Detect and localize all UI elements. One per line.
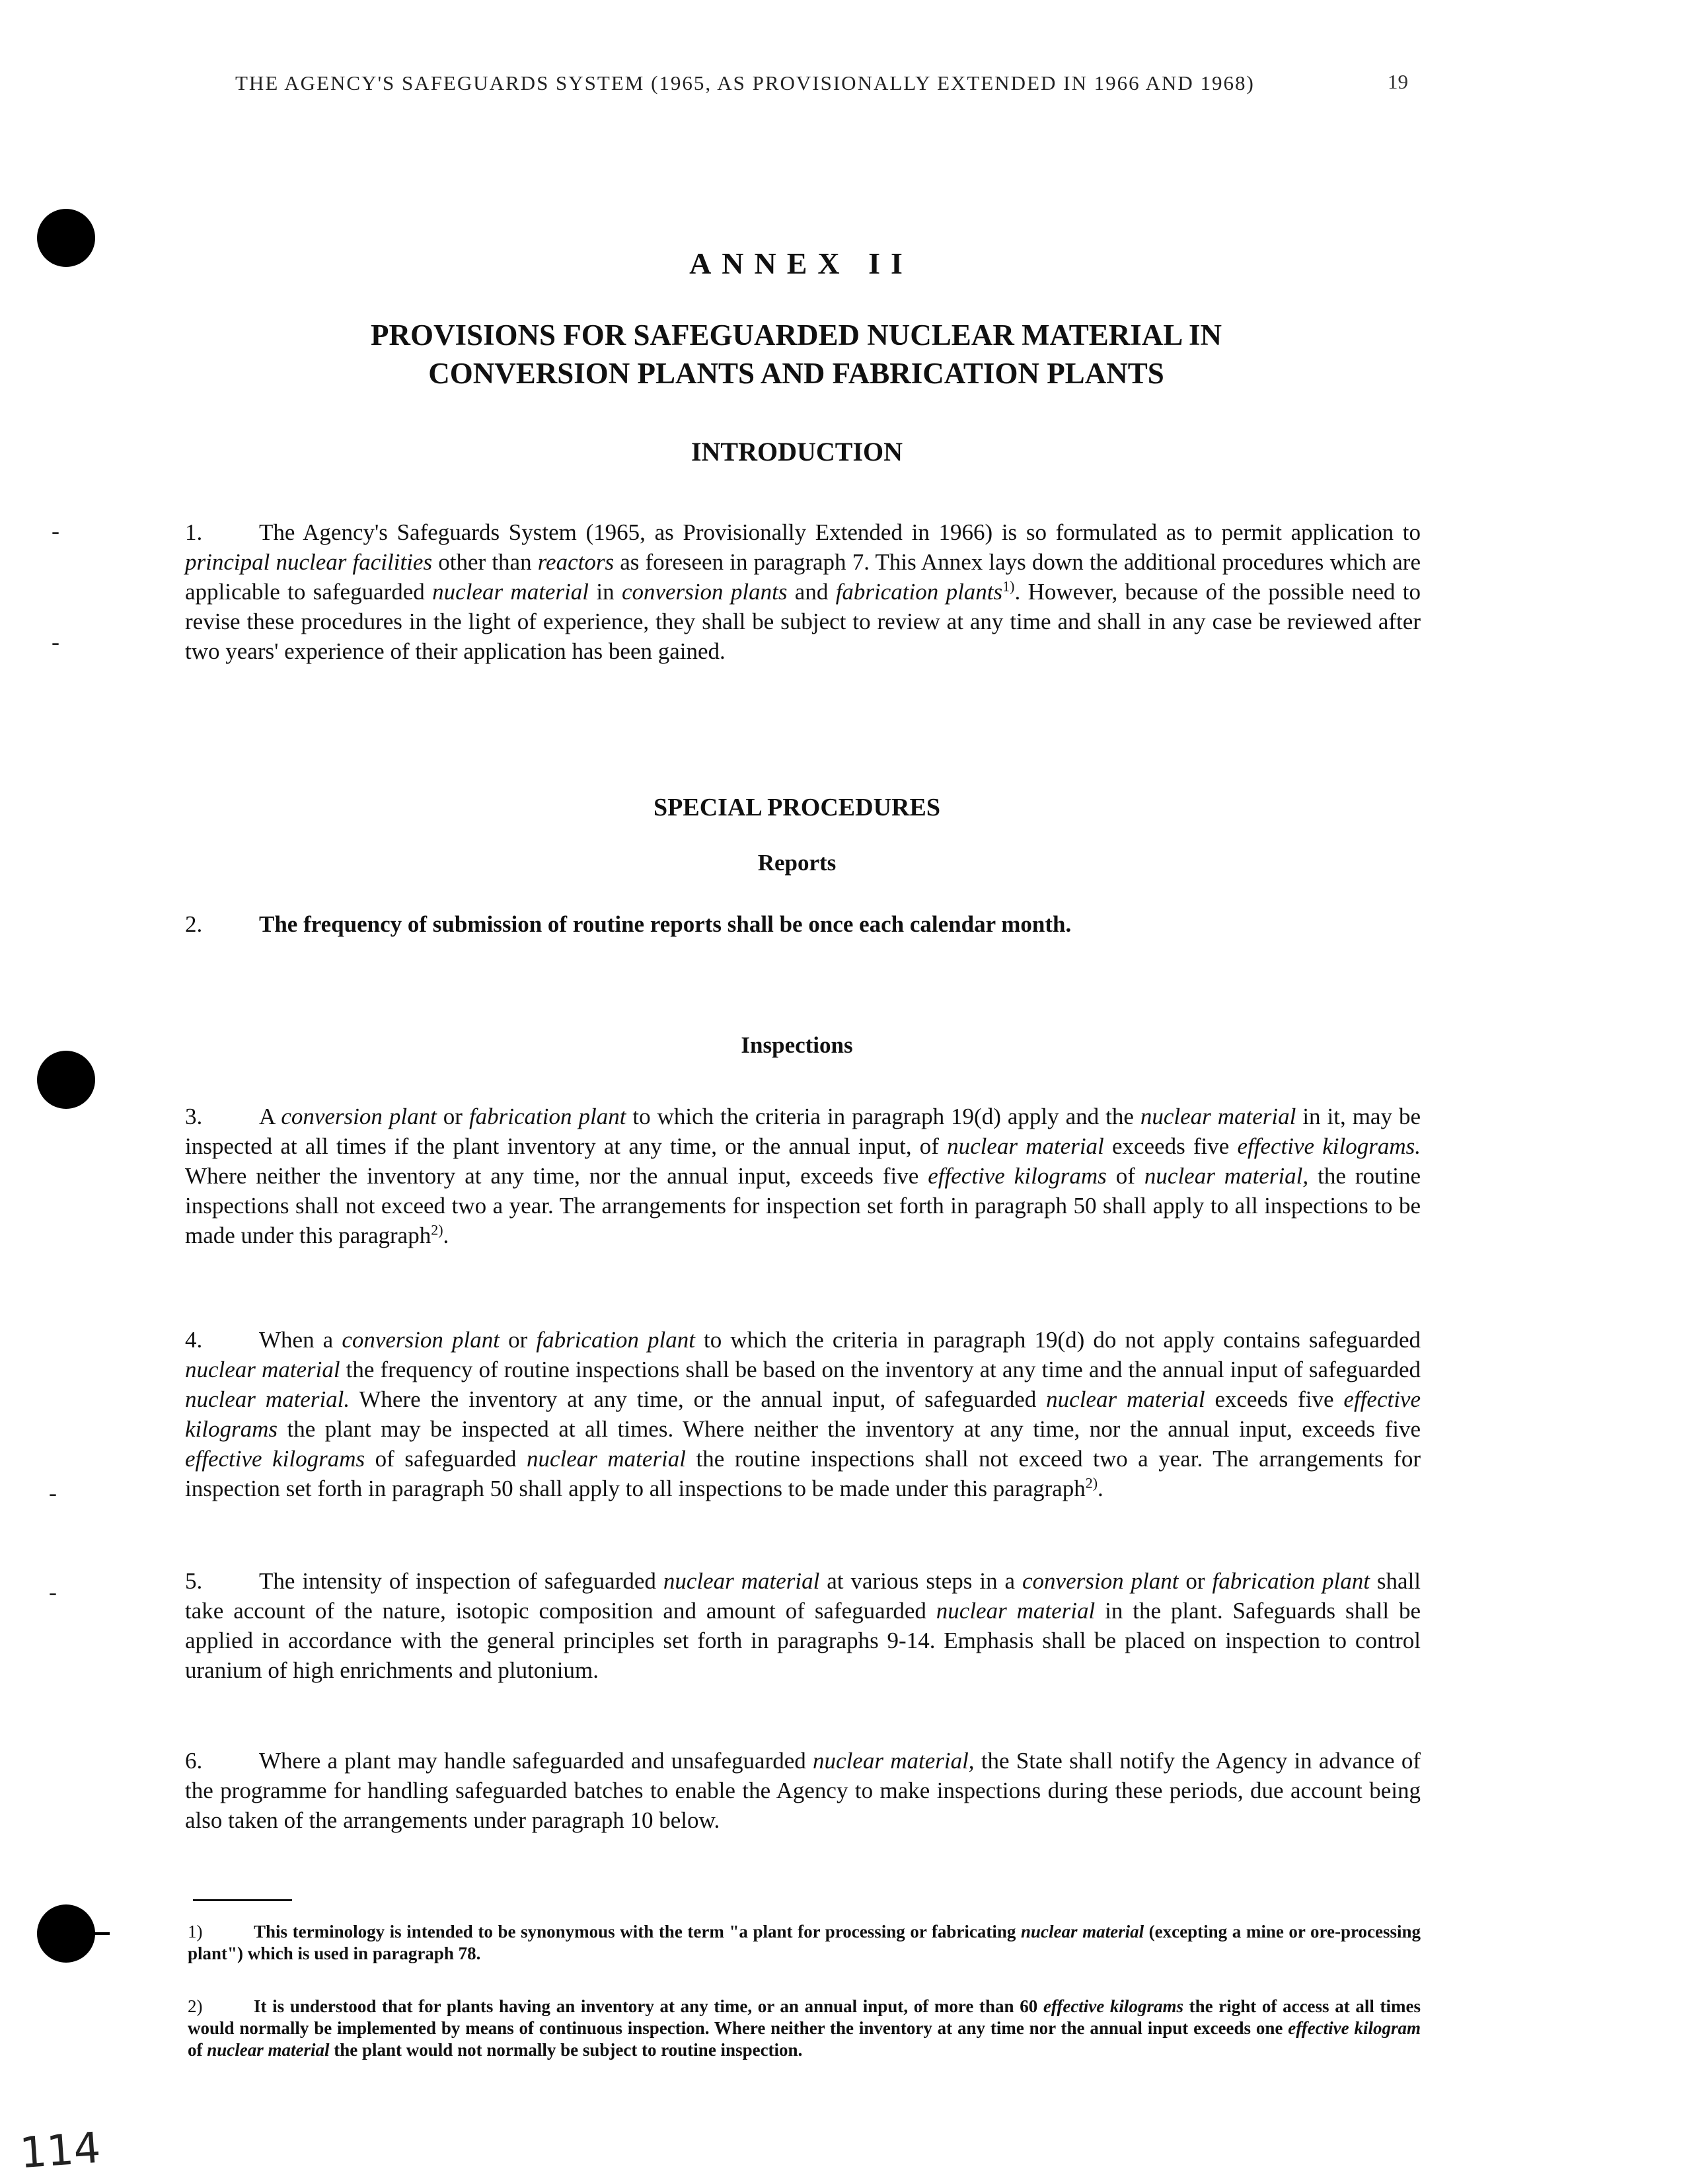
text: in the plant. Safeguards shall be applied in accordance with the general principles set forth in paragraphs 9-14. Emphasis shall be placed on inspection to control uranium of high enrichments and plutonium. (185, 1598, 1421, 1683)
paragraph-number: 2. (185, 911, 203, 937)
footnote-1 (188, 1921, 1421, 1965)
text: This terminology is intended to be synonymous with the term "a plant for processing or fabricating (254, 1922, 1021, 1941)
footnote-2 (188, 1996, 1421, 2061)
footnote-number: 1) (188, 1922, 203, 1941)
running-header: THE AGENCY'S SAFEGUARDS SYSTEM (1965, AS PROVISIONALLY EXTENDED IN 1966 AND 1968) (235, 71, 1255, 94)
text: Where a plant may handle safeguarded and unsafeguarded (259, 1748, 813, 1774)
text: of (1106, 1163, 1144, 1189)
page-number: 19 (1388, 70, 1408, 93)
footnote-ref: 1) (1002, 578, 1015, 595)
paragraph-number: 4. (185, 1327, 203, 1353)
text: the State shall notify the Agency in advance of the programme for handling safeguarded batches to enable the Agency to make inspections during these periods, due account being also taken of the arrangements under paragraph 10 below. (185, 1748, 1421, 1833)
defined-term: reactors (537, 549, 615, 575)
footnote-ref: 2) (1085, 1474, 1098, 1491)
text: The Agency's Safeguards System (1965, as Provisionally Extended in 1966) is so formulated as to permit application to (259, 519, 1421, 545)
defined-term: nuclear material (432, 579, 589, 605)
reports-heading: Reports (757, 850, 837, 876)
text: Where neither the inventory at any time, nor the annual input, exceeds five (185, 1163, 928, 1189)
paragraph-number: 1. (185, 519, 203, 545)
text: at various steps in a (819, 1568, 1022, 1594)
defined-term: conversion plant (1022, 1568, 1179, 1594)
handwritten-page-mark: 114 (18, 2123, 102, 2179)
defined-term: nuclear material. (185, 1386, 350, 1412)
paragraph-2 (185, 909, 1421, 939)
text: The frequency of submission of routine reports shall be once each calendar month. (259, 911, 1072, 937)
text: in it, may be inspected at all times if the plant inventory at any time, or the annual input, of (185, 1104, 1421, 1159)
defined-term: fabrication plant (536, 1327, 695, 1353)
text: exceeds five (1205, 1386, 1344, 1412)
defined-term: effective kilograms (185, 1446, 365, 1472)
text: It is understood that for plants having an inventory at any time, or an annual input, of more than 60 (254, 1996, 1043, 2016)
paragraph-number: 6. (185, 1748, 203, 1774)
defined-term: conversion plant (342, 1327, 500, 1353)
introduction-heading: INTRODUCTION (691, 437, 903, 467)
text: of (188, 2040, 207, 2060)
defined-term: conversion plants (621, 579, 788, 605)
paragraph-number: 5. (185, 1568, 203, 1594)
defined-term: effective kilogram (1288, 2018, 1421, 2038)
defined-term: effective kilograms (185, 1386, 1421, 1442)
margin-speck: - (49, 1480, 57, 1506)
text: the right of access at all times would normally be implemented by means of continuous inspection. Where neither the inventory at any time nor the annual input exceeds one (188, 1996, 1421, 2038)
margin-speck: - (49, 1579, 57, 1605)
defined-term: effective kilograms (928, 1163, 1107, 1189)
paragraph-5 (185, 1566, 1421, 1685)
text: shall take account of the nature, isotopic composition and amount of safeguarded (185, 1568, 1421, 1624)
defined-term: fabrication plant (1212, 1568, 1370, 1594)
text: the routine inspections shall not exceed two a year. The arrangements for inspection set forth in paragraph 50 shall apply to all inspections to be made under this paragraph (185, 1446, 1421, 1501)
annex-title: ANNEX II (689, 246, 913, 280)
text: or (436, 1104, 469, 1129)
defined-term: nuclear material (936, 1598, 1096, 1624)
defined-term: effective kilograms (1043, 1996, 1183, 2016)
defined-term: nuclear material, (1144, 1163, 1309, 1189)
text: . However, because of the possible need to revise these procedures in the light of experience, they shall be subject to review at any time and shall in any case be reviewed after two years' experience of their application has been gained. (185, 579, 1421, 664)
text: to which the criteria in paragraph 19(d) do not apply contains safeguarded (694, 1327, 1421, 1353)
text: exceeds five (1103, 1133, 1238, 1159)
footnote-number: 2) (188, 1996, 203, 2016)
text: When a (259, 1327, 342, 1353)
text: the plant may be inspected at all times. Where neither the inventory at any time, nor the annual input, exceeds five (278, 1416, 1421, 1442)
defined-term: nuclear material (207, 2040, 330, 2060)
paragraph-3 (185, 1102, 1421, 1250)
text: of safeguarded (365, 1446, 527, 1472)
defined-term: fabrication plants (835, 579, 1003, 605)
text: or (499, 1327, 537, 1353)
special-procedures-heading: SPECIAL PROCEDURES (654, 794, 940, 821)
defined-term: nuclear material (185, 1357, 340, 1382)
punch-hole-icon (37, 1051, 95, 1109)
inspections-heading: Inspections (741, 1032, 853, 1058)
document-title (218, 316, 1374, 393)
text: as foreseen in paragraph 7. This Annex lays down the additional procedures which are applicable to safeguarded (185, 549, 1421, 605)
text: A (259, 1104, 281, 1129)
text: the plant would not normally be subject to routine inspection. (329, 2040, 803, 2060)
text: . (1098, 1476, 1103, 1501)
defined-term: nuclear material (526, 1446, 687, 1472)
defined-term: fabrication plant (468, 1104, 626, 1129)
text: other than (432, 549, 538, 575)
text: to which the criteria in paragraph 19(d) apply and the (626, 1104, 1140, 1129)
defined-term: nuclear material, (813, 1748, 975, 1774)
defined-term: nuclear material (1020, 1922, 1144, 1941)
text: . (443, 1223, 449, 1248)
paragraph-number: 3. (185, 1104, 203, 1129)
defined-term: nuclear material (947, 1133, 1104, 1159)
defined-term: nuclear material (663, 1568, 820, 1594)
defined-term: nuclear material (1046, 1386, 1205, 1412)
footnote-divider (193, 1899, 292, 1901)
text: in (589, 579, 622, 605)
defined-term: effective kilograms. (1237, 1133, 1421, 1159)
margin-speck: - (52, 517, 59, 544)
defined-term: nuclear material (1140, 1104, 1296, 1129)
text: The intensity of inspection of safeguarded (259, 1568, 663, 1594)
paragraph-6 (185, 1746, 1421, 1835)
text: Where the inventory at any time, or the annual input, of safeguarded (350, 1386, 1047, 1412)
title-line: CONVERSION PLANTS AND FABRICATION PLANTS (428, 357, 1164, 390)
paragraph-1 (185, 517, 1421, 666)
text: or (1178, 1568, 1213, 1594)
margin-speck: - (52, 628, 59, 655)
text: the routine inspections shall not exceed two a year. The arrangements for inspection set forth in paragraph 50 shall apply to all inspections to be made under this paragraph (185, 1163, 1421, 1248)
text: and (787, 579, 836, 605)
defined-term: conversion plant (281, 1104, 437, 1129)
punch-hole-icon (37, 1904, 95, 1963)
defined-term: principal nuclear facilities (185, 549, 433, 575)
text: (excepting a mine or ore-processing plant") which is used in paragraph 78. (188, 1922, 1421, 1963)
footnote-ref: 2) (431, 1221, 443, 1238)
text: the frequency of routine inspections shall be based on the inventory at any time and the annual input of safeguarded (340, 1357, 1421, 1382)
title-line: PROVISIONS FOR SAFEGUARDED NUCLEAR MATERIAL IN (370, 319, 1222, 352)
paragraph-4 (185, 1325, 1421, 1503)
